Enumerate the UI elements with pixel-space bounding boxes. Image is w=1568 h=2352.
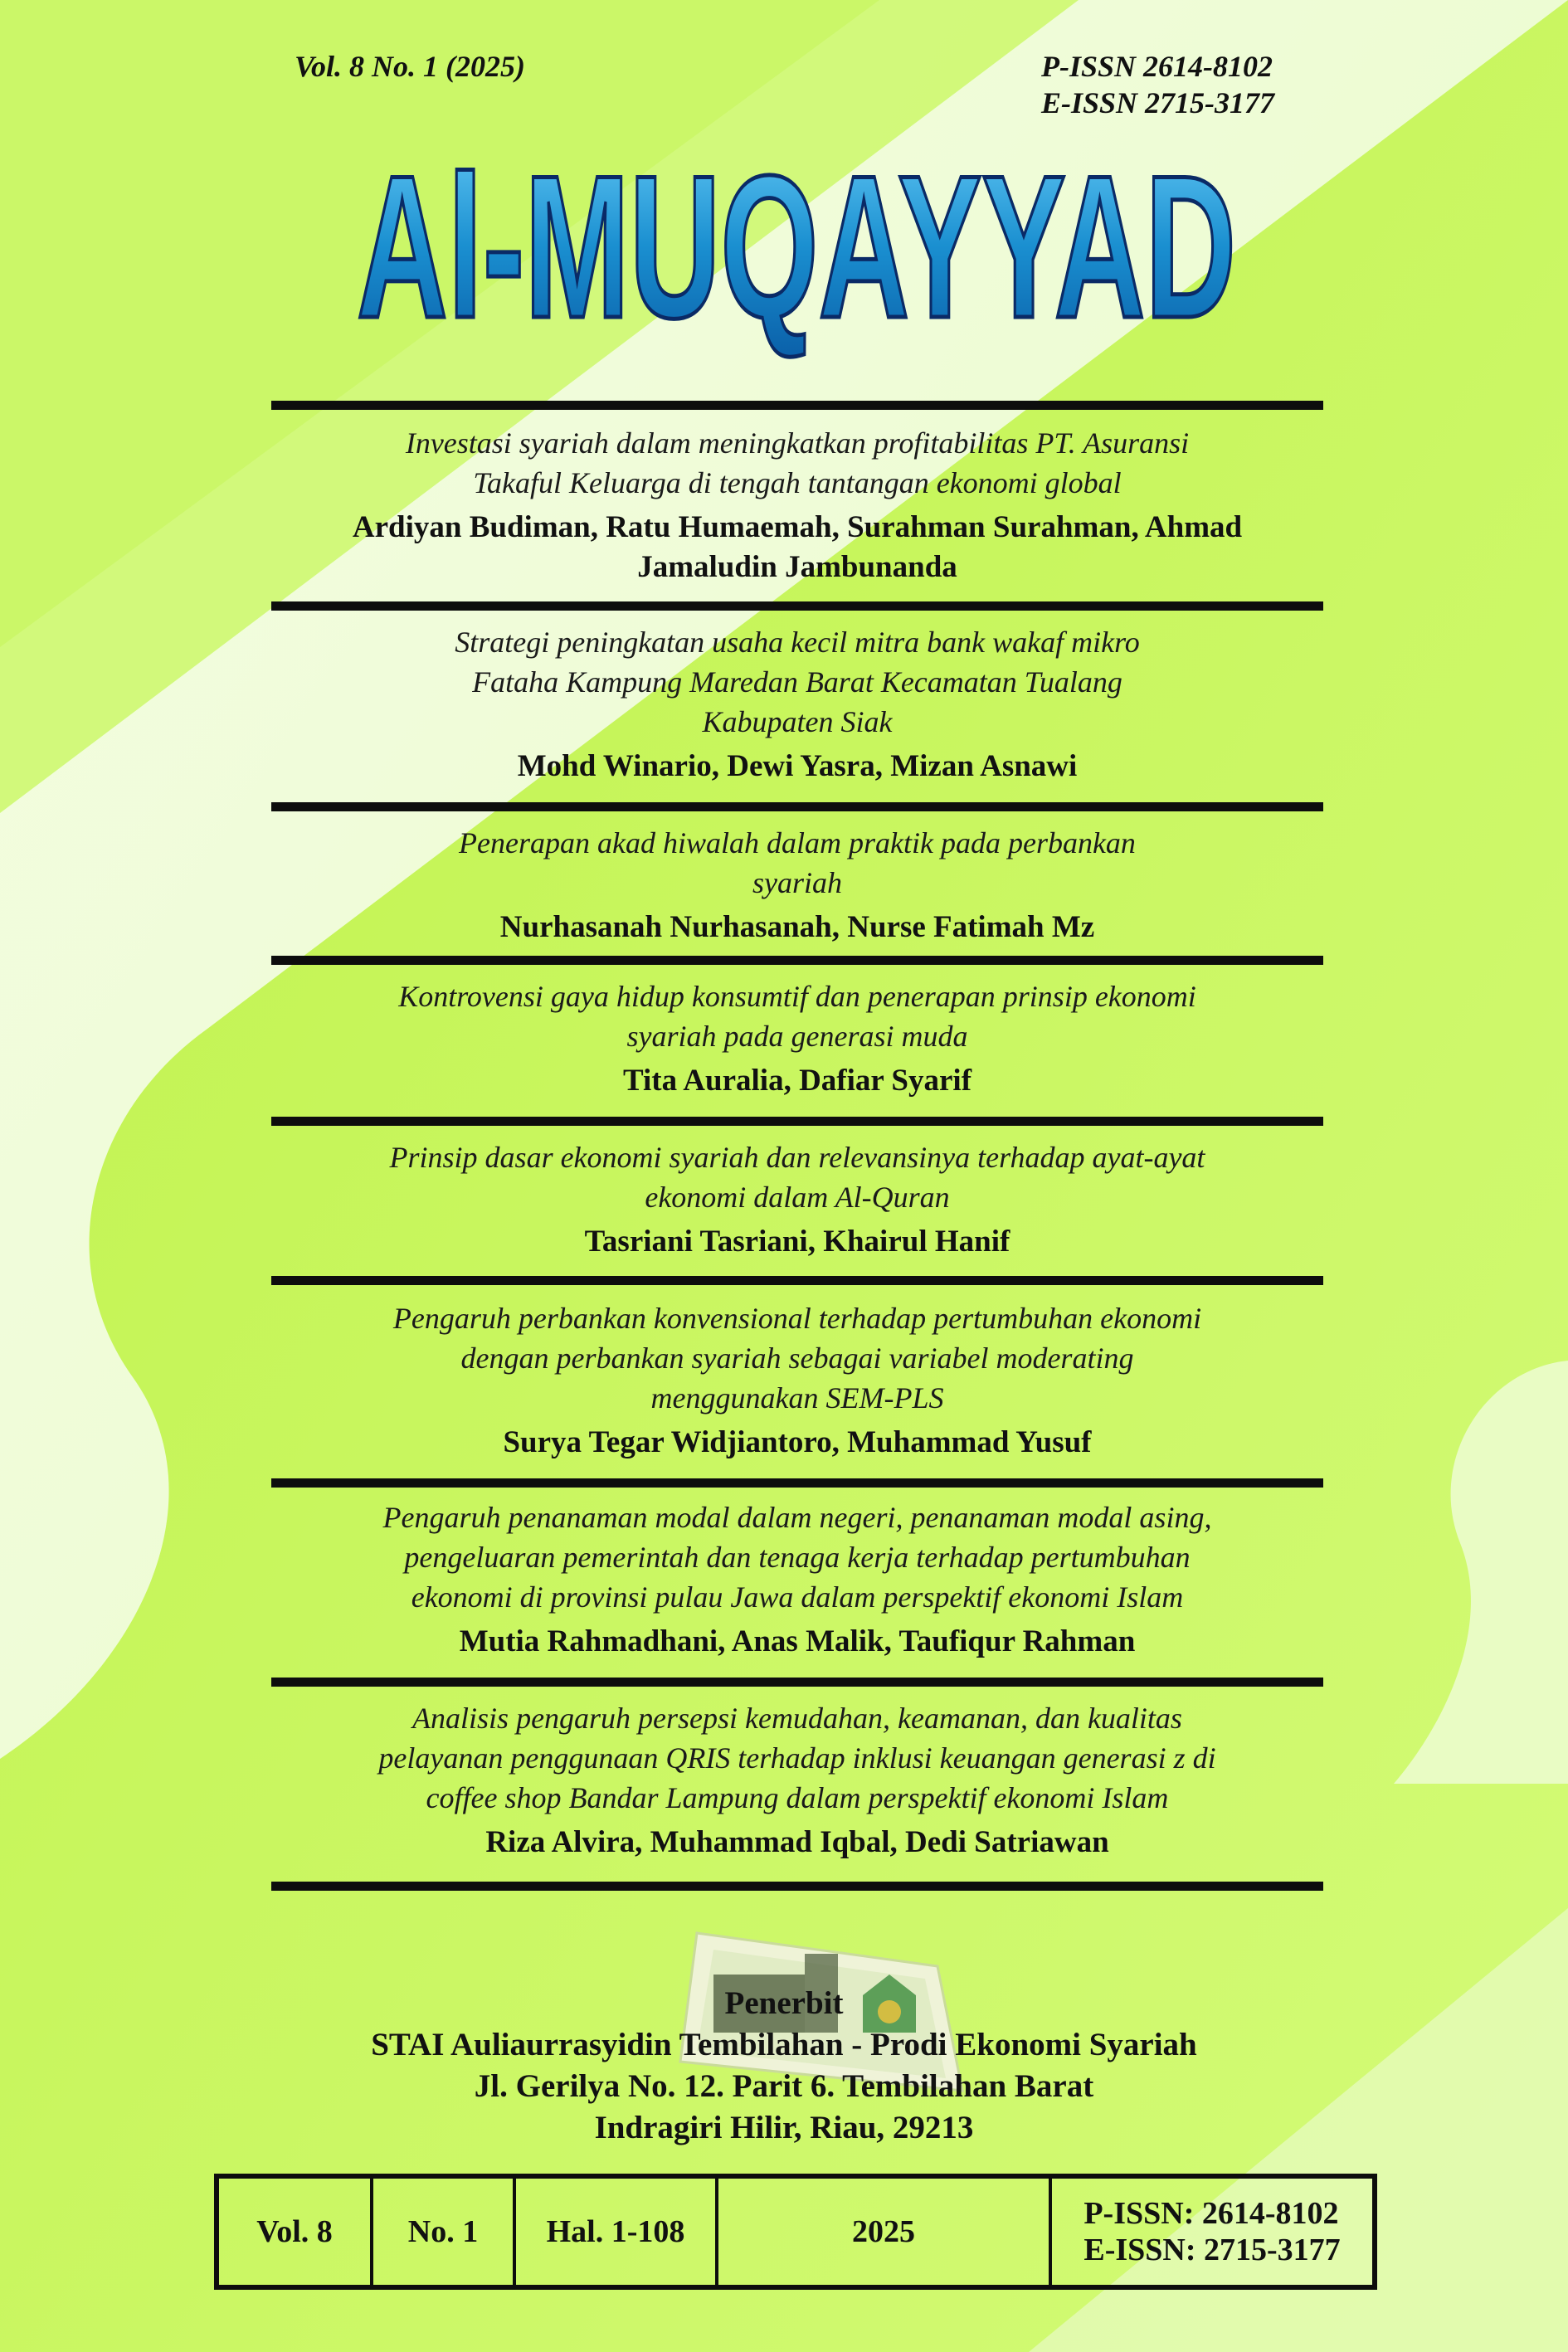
issue-info-table [214,2174,1377,2290]
publisher-name: STAI Auliaurrasyidin Tembilahan - Prodi Ekonomi Syariah [371,2027,1197,2062]
article-authors: Mutia Rahmadhani, Anas Malik, Taufiqur Rahman [459,1624,1136,1658]
article-authors: Surya Tegar Widjiantoro, Muhammad Yusuf [503,1425,1092,1459]
publisher-label: Penerbit [724,1985,844,2021]
article-entry [274,976,1321,1101]
article-authors: Riza Alvira, Muhammad Iqbal, Dedi Satriawan [485,1825,1109,1859]
table-cell-pages: Hal. 1-108 [516,2179,718,2285]
article-authors: Tasriani Tasriani, Khairul Hanif [584,1225,1010,1259]
article-entry [274,1298,1321,1463]
publisher-address-line1: Jl. Gerilya No. 12. Parit 6. Tembilahan Barat [474,2068,1094,2104]
divider-rule [271,1882,1323,1891]
article-title[interactable]: Strategi peningkatan usaha kecil mitra bank wakaf mikro Fataha Kampung Maredan Barat Kecamatan Tualang Kabupaten Siak [455,626,1140,738]
table-cell-volume: Vol. 8 [219,2179,373,2285]
divider-rule [271,1678,1323,1687]
divider-rule [271,1117,1323,1126]
article-title[interactable]: Analisis pengaruh persepsi kemudahan, keamanan, dan kualitas pelayanan penggunaan QRIS terhadap inklusi keuangan generasi z di coffee shop Bandar Lampung dalam perspektif ekonomi Islam [378,1702,1216,1814]
p-issn-label: P-ISSN 2614-8102 [1041,50,1273,83]
table-cell-number: No. 1 [373,2179,516,2285]
article-entry [274,1497,1321,1662]
article-title[interactable]: Investasi syariah dalam meningkatkan profitabilitas PT. Asuransi Takaful Keluarga di tengah tantangan ekonomi global [405,426,1190,499]
journal-title-text: Al-MUQAYYAD [357,133,1236,360]
article-title[interactable]: Penerapan akad hiwalah dalam praktik pada perbankan syariah [459,826,1136,899]
article-entry [274,1698,1321,1863]
divider-rule [271,401,1323,410]
article-entry [274,622,1321,786]
publisher-address-line2: Indragiri Hilir, Riau, 29213 [594,2110,974,2145]
table-cell-issn [1052,2179,1372,2285]
article-authors: Ardiyan Budiman, Ratu Humaemah, Surahman Surahman, Ahmad Jamaludin Jambunanda [352,510,1243,584]
divider-rule [271,802,1323,811]
article-authors: Tita Auralia, Dafiar Syarif [622,1064,972,1098]
article-title[interactable]: Kontrovensi gaya hidup konsumtif dan penerapan prinsip ekonomi syariah pada generasi muda [398,980,1196,1053]
article-title[interactable]: Pengaruh penanaman modal dalam negeri, penanaman modal asing, pengeluaran pemerintah dan tenaga kerja terhadap pertumbuhan ekonomi di provinsi pulau Jawa dalam perspektif ekonomi Islam [382,1501,1212,1614]
table-e-issn: E-ISSN: 2715-3177 [1083,2233,1341,2267]
divider-rule [271,956,1323,965]
divider-rule [271,1276,1323,1285]
issn-header [1041,48,1274,121]
article-entry [274,423,1321,587]
article-authors: Nurhasanah Nurhasanah, Nurse Fatimah Mz [499,910,1095,944]
divider-rule [271,1478,1323,1488]
article-title[interactable]: Pengaruh perbankan konvensional terhadap pertumbuhan ekonomi dengan perbankan syariah sebagai variabel moderating menggunakan SEM-PLS [392,1302,1202,1415]
volume-issue-label: Vol. 8 No. 1 (2025) [295,50,525,83]
divider-rule [271,601,1323,611]
article-entry [274,823,1321,947]
article-entry [274,1137,1321,1262]
journal-title [348,133,1244,382]
e-issn-label: E-ISSN 2715-3177 [1041,86,1275,119]
table-p-issn: P-ISSN: 2614-8102 [1083,2196,1339,2231]
article-title[interactable]: Prinsip dasar ekonomi syariah dan relevansinya terhadap ayat-ayat ekonomi dalam Al-Quran [389,1141,1205,1214]
table-cell-year: 2025 [718,2179,1052,2285]
article-authors: Mohd Winario, Dewi Yasra, Mizan Asnawi [517,749,1078,783]
